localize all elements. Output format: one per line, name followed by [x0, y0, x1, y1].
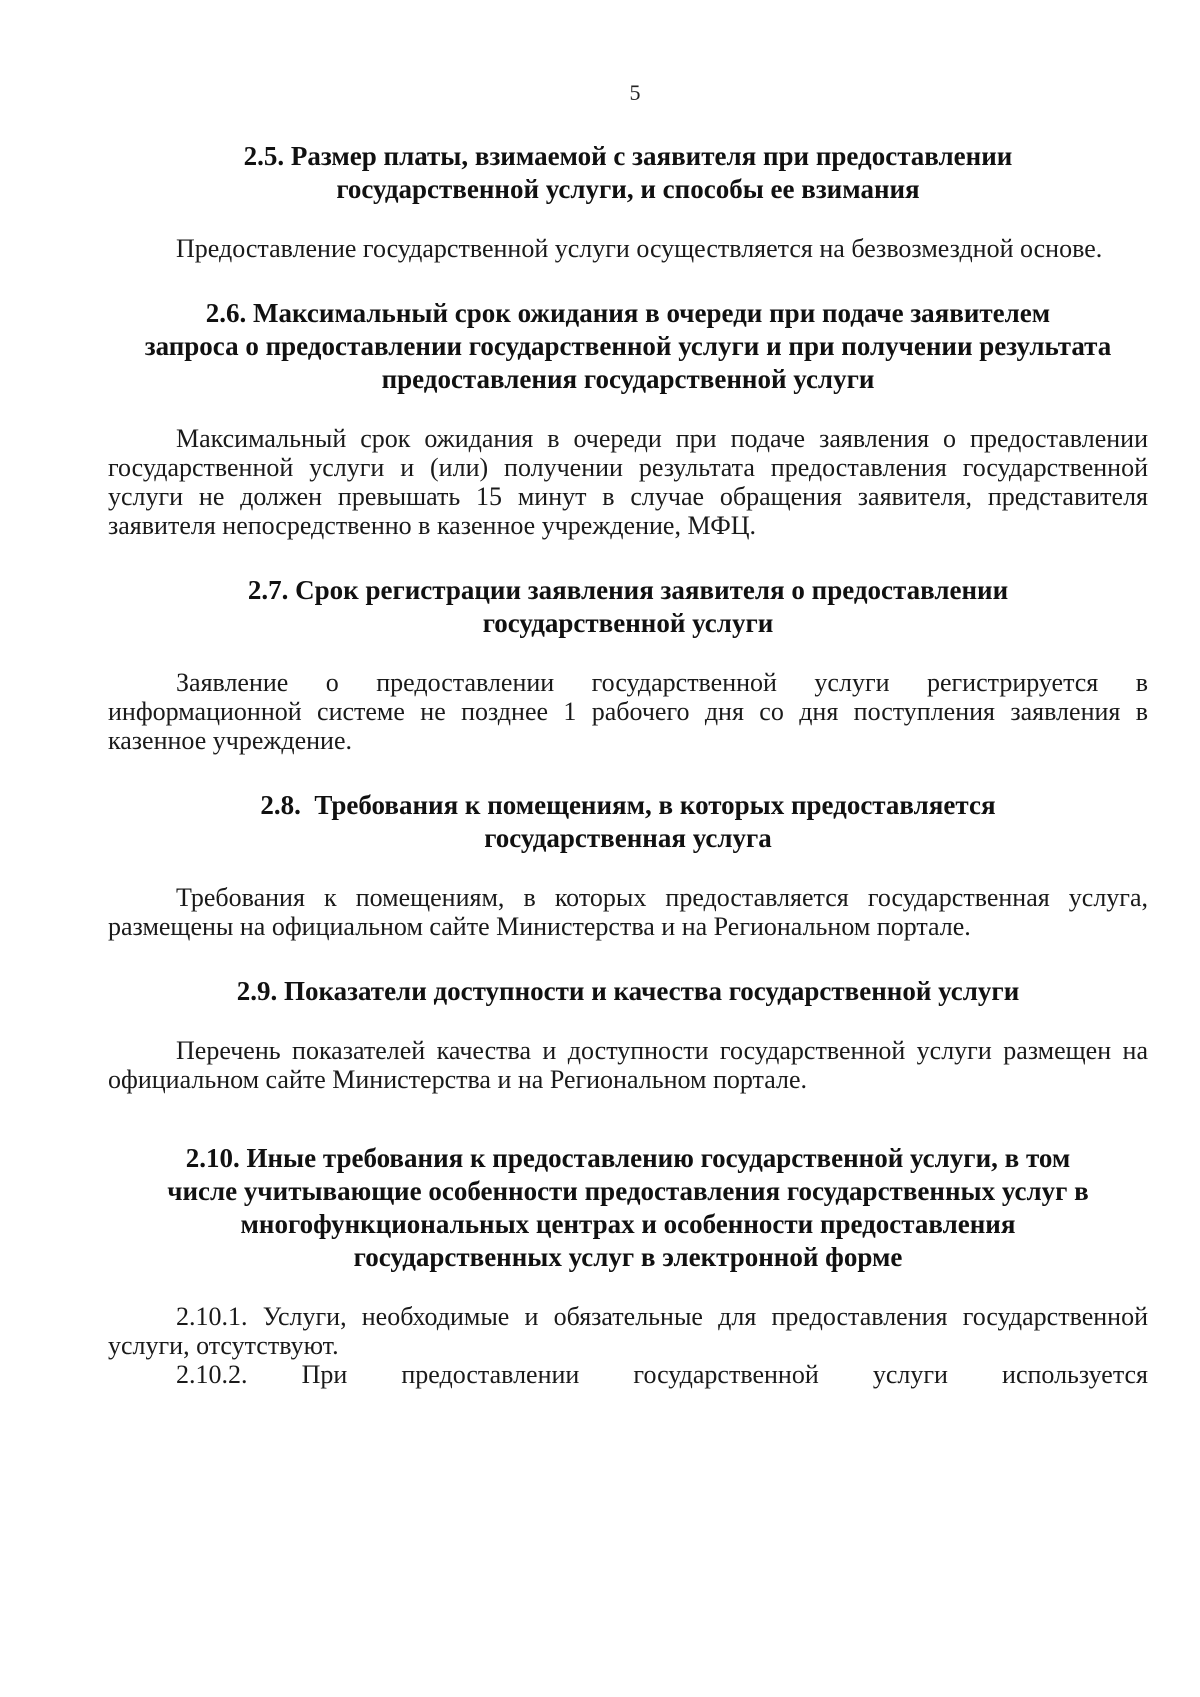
heading-line: 2.10. Иные требования к предоставлению государственной услуги, в том	[185, 1143, 1071, 1173]
heading-line: 2.6. Максимальный срок ожидания в очереди при подаче заявителем	[205, 298, 1051, 328]
heading-line: государственная услуга	[484, 823, 772, 853]
heading-line: 2.5. Размер платы, взимаемой с заявителя при предоставлении	[243, 141, 1013, 171]
section-paragraph: Максимальный срок ожидания в очереди при подаче заявления о предоставлении государственной услуги и (или) получении результата предоставления государственной услуги не должен превышать 15 минут в случае обращения заявителя, представителя заявителя непосредственно в казенное учреждение, МФЦ.	[108, 424, 1148, 540]
heading-line: 2.8. Требования к помещениям, в которых предоставляется	[260, 790, 996, 820]
section-paragraph: 2.10.1. Услуги, необходимые и обязательные для предоставления государственной услуги, отсутствуют.	[108, 1302, 1148, 1360]
section-heading	[108, 789, 1148, 855]
heading-line: государственных услуг в электронной форме	[353, 1242, 903, 1272]
heading-line: государственной услуги, и способы ее взимания	[336, 174, 920, 204]
section-heading	[108, 574, 1148, 640]
section-paragraph: Заявление о предоставлении государственной услуги регистрируется в информационной системе не позднее 1 рабочего дня со дня поступления заявления в казенное учреждение.	[108, 668, 1148, 755]
heading-line: 2.7. Срок регистрации заявления заявителя о предоставлении	[247, 575, 1009, 605]
section-2-8	[108, 789, 1148, 941]
section-heading	[108, 1142, 1148, 1274]
document-body	[108, 140, 1148, 1389]
heading-line: предоставления государственной услуги	[381, 364, 875, 394]
heading-line: 2.9. Показатели доступности и качества государственной услуги	[236, 976, 1020, 1006]
heading-line: запроса о предоставлении государственной услуги и при получении результата	[144, 331, 1112, 361]
section-2-10	[108, 1142, 1148, 1389]
section-paragraph: Требования к помещениям, в которых предоставляется государственная услуга, размещены на официальном сайте Министерства и на Региональном портале.	[108, 883, 1148, 941]
heading-line: многофункциональных центрах и особенности предоставления	[240, 1209, 1016, 1239]
section-heading	[108, 975, 1148, 1008]
section-paragraph: 2.10.2. При предоставлении государственной услуги используется	[176, 1360, 1148, 1389]
section-paragraph: Перечень показателей качества и доступности государственной услуги размещен на официальном сайте Министерства и на Региональном портале.	[108, 1036, 1148, 1094]
section-heading	[108, 297, 1148, 396]
section-2-5	[108, 140, 1148, 263]
section-paragraph: Предоставление государственной услуги осуществляется на безвозмездной основе.	[176, 234, 1103, 263]
section-2-9	[108, 975, 1148, 1094]
heading-line: числе учитывающие особенности предоставления государственных услуг в	[167, 1176, 1089, 1206]
section-heading	[108, 140, 1148, 206]
heading-line: государственной услуги	[482, 608, 774, 638]
section-2-6	[108, 297, 1148, 540]
page-number: 5	[629, 80, 641, 105]
section-2-7	[108, 574, 1148, 755]
